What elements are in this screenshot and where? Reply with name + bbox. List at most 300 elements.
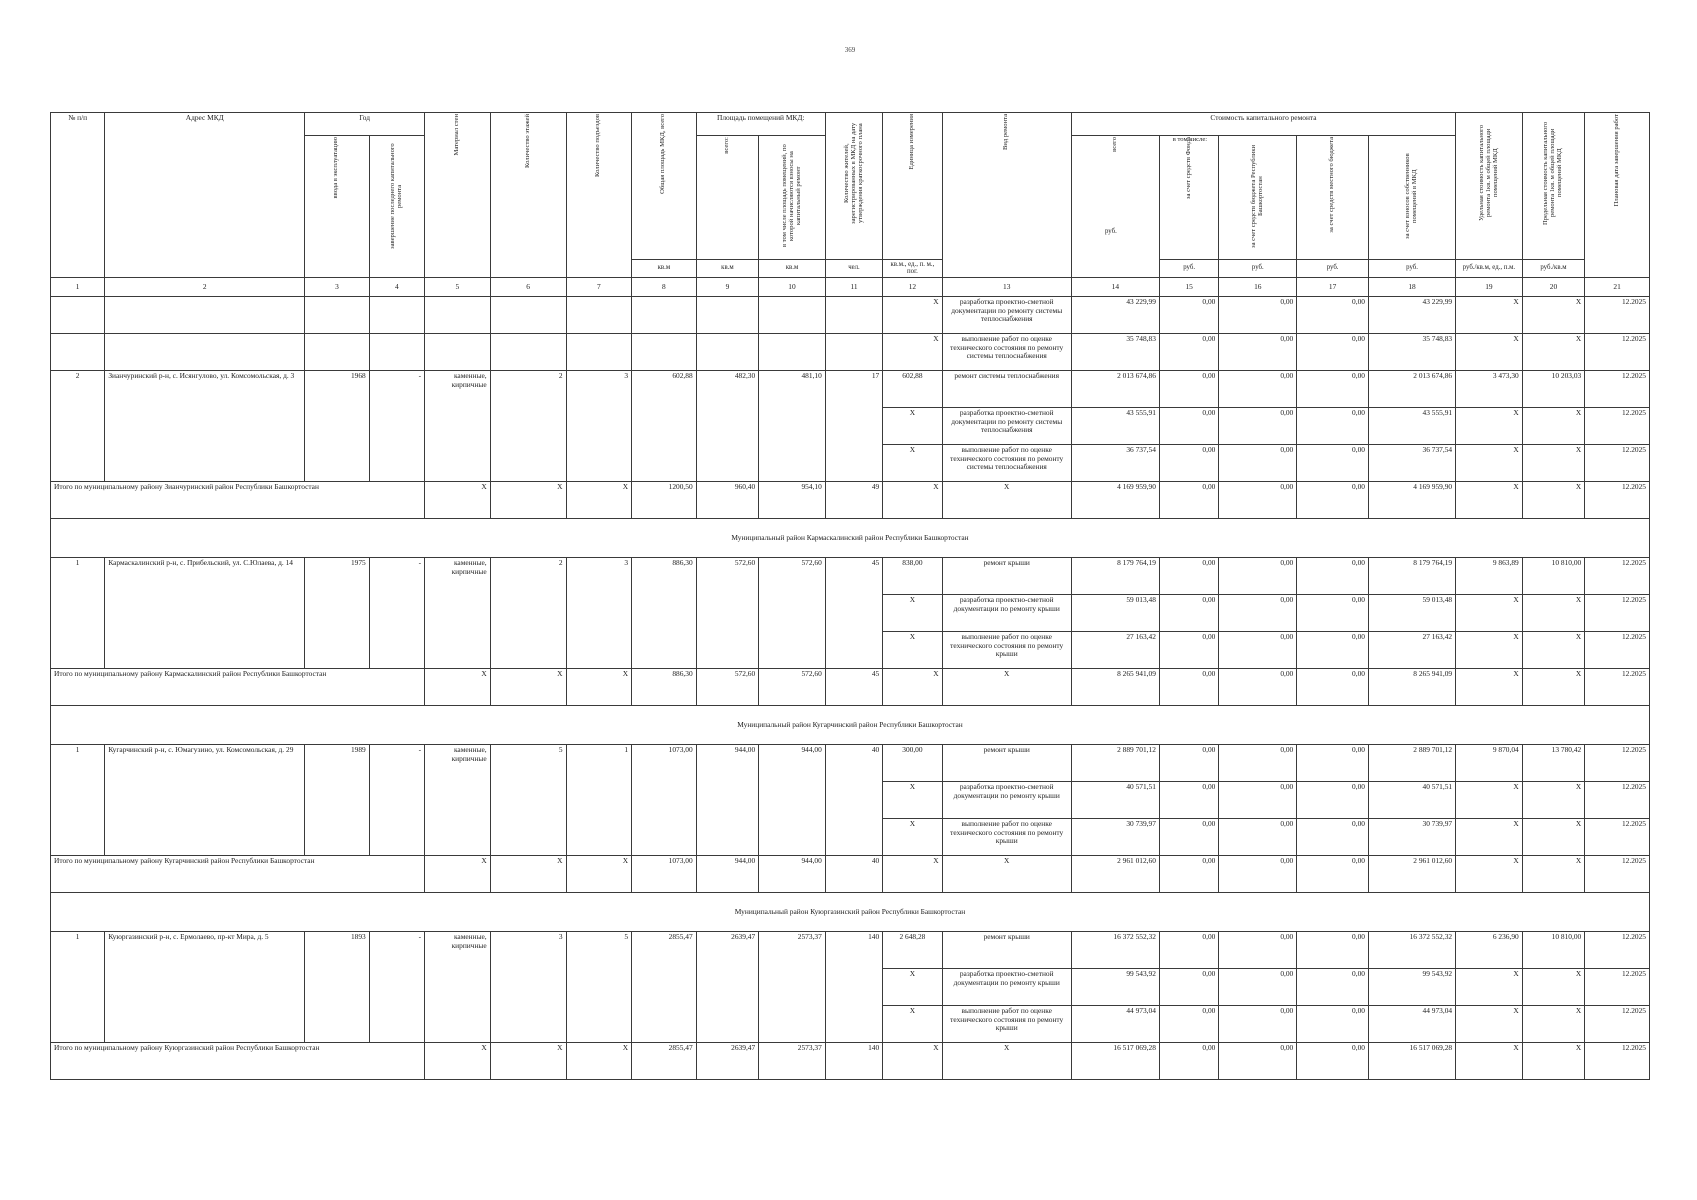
premises-total: 944,00 [696, 856, 759, 893]
repair-type: X [942, 482, 1071, 519]
header-entrances: Количество подъездов [566, 113, 632, 278]
column-number: 6 [490, 278, 566, 297]
year-last-repair: - [369, 558, 424, 669]
specific-cost: X [1456, 334, 1523, 371]
planned-date: 12.2025 [1585, 558, 1650, 595]
unit-area9: кв.м [696, 259, 759, 278]
cost-fund: 0,00 [1159, 371, 1218, 408]
residents: 40 [825, 856, 882, 893]
wall-material: X [425, 1043, 491, 1080]
unit-area10: кв.м [759, 259, 826, 278]
unit-value: X [883, 482, 942, 519]
cost-owners: 35 748,83 [1368, 334, 1455, 371]
unit-value: 838,00 [883, 558, 942, 595]
table-row [51, 932, 1650, 969]
house-address: Зианчуринский р-н, с. Исянгулово, ул. Комсомольская, д. 3 [105, 371, 305, 482]
header-cost-local: за счет средств местного бюджета [1297, 136, 1369, 260]
cost-total: 30 739,97 [1071, 819, 1159, 856]
empty-cell [632, 334, 697, 371]
header-cost-fund: в том числе: за счет средств Фонда [1159, 136, 1218, 260]
total-row [51, 1043, 1650, 1080]
unit-rub20: руб./кв.м [1522, 259, 1585, 278]
repair-type: ремонт крыши [942, 558, 1071, 595]
header-including: в том числе: [1172, 136, 1208, 143]
house-address: Кармаскалинский р-н, с. Прибельский, ул. С.Юлаева, д. 14 [105, 558, 305, 669]
entrances: 1 [566, 745, 632, 856]
unit-value: X [883, 595, 942, 632]
empty-cell [425, 297, 491, 334]
max-cost: X [1522, 969, 1585, 1006]
total-label: Итого по муниципальному району Зианчуринский район Республики Башкортостан [51, 482, 425, 519]
cost-republic: 0,00 [1219, 932, 1297, 969]
repair-type: X [942, 856, 1071, 893]
cost-owners: 8 179 764,19 [1368, 558, 1455, 595]
planned-date: 12.2025 [1585, 371, 1650, 408]
unit-rub19: руб./кв.м, ед., п.м. [1456, 259, 1523, 278]
unit-value: 2 648,28 [883, 932, 942, 969]
max-cost: X [1522, 819, 1585, 856]
premises-total: 572,60 [696, 669, 759, 706]
planned-date: 12.2025 [1585, 334, 1650, 371]
cost-fund: 0,00 [1159, 969, 1218, 1006]
cost-total: 36 737,54 [1071, 445, 1159, 482]
cost-local: 0,00 [1297, 408, 1369, 445]
cost-total: 8 265 941,09 [1071, 669, 1159, 706]
cost-republic: 0,00 [1219, 1043, 1297, 1080]
specific-cost: X [1456, 297, 1523, 334]
table-row [51, 745, 1650, 782]
specific-cost: 6 236,90 [1456, 932, 1523, 969]
floors: X [490, 482, 566, 519]
specific-cost: X [1456, 632, 1523, 669]
unit-value: X [883, 297, 942, 334]
wall-material: каменные, кирпичные [425, 558, 491, 669]
floors: 2 [490, 371, 566, 482]
cost-republic: 0,00 [1219, 595, 1297, 632]
entrances: X [566, 1043, 632, 1080]
unit-value: X [883, 969, 942, 1006]
repair-type: выполнение работ по оценке технического состояния по ремонту системы теплоснабжения [942, 445, 1071, 482]
header-max-cost: Предельная стоимость капитального ремонта 1кв. м общей площади помещений МКД [1522, 113, 1585, 260]
cost-owners: 16 517 069,28 [1368, 1043, 1455, 1080]
specific-cost: X [1456, 819, 1523, 856]
cost-total: 16 372 552,32 [1071, 932, 1159, 969]
house-number: 1 [51, 932, 105, 1043]
wall-material: X [425, 669, 491, 706]
entrances: X [566, 482, 632, 519]
empty-cell [369, 334, 424, 371]
header-cost-total: всего [1071, 136, 1159, 278]
repair-type: разработка проектно-сметной документации по ремонту крыши [942, 782, 1071, 819]
unit-rub15: руб. [1159, 259, 1218, 278]
empty-cell [425, 334, 491, 371]
planned-date: 12.2025 [1585, 1043, 1650, 1080]
floors: X [490, 669, 566, 706]
total-row [51, 856, 1650, 893]
specific-cost: X [1456, 445, 1523, 482]
unit-value: X [883, 1006, 942, 1043]
unit-rub18: руб. [1368, 259, 1455, 278]
entrances: 3 [566, 558, 632, 669]
entrances: 5 [566, 932, 632, 1043]
header-floors: Количество этажей [490, 113, 566, 278]
header-premises-total: всего: [696, 136, 759, 260]
unit-value: 300,00 [883, 745, 942, 782]
column-number: 17 [1297, 278, 1369, 297]
entrances: X [566, 856, 632, 893]
planned-date: 12.2025 [1585, 297, 1650, 334]
cost-owners: 2 961 012,60 [1368, 856, 1455, 893]
cost-owners: 36 737,54 [1368, 445, 1455, 482]
cost-fund: 0,00 [1159, 782, 1218, 819]
section-title: Муниципальный район Куюргазинский район Республики Башкортостан [51, 893, 1650, 932]
house-number: 2 [51, 371, 105, 482]
residents: 45 [825, 669, 882, 706]
total-area: 1073,00 [632, 856, 697, 893]
unit-rub17: руб. [1297, 259, 1369, 278]
unit-rub16: руб. [1219, 259, 1297, 278]
total-area: 1200,50 [632, 482, 697, 519]
cost-local: 0,00 [1297, 819, 1369, 856]
cost-owners: 2 889 701,12 [1368, 745, 1455, 782]
cost-fund: 0,00 [1159, 558, 1218, 595]
premises-total: 482,30 [696, 371, 759, 482]
residents: 140 [825, 1043, 882, 1080]
total-row [51, 669, 1650, 706]
cost-total: 35 748,83 [1071, 334, 1159, 371]
planned-date: 12.2025 [1585, 782, 1650, 819]
residents: 40 [825, 745, 882, 856]
unit-value: X [883, 408, 942, 445]
specific-cost: X [1456, 1043, 1523, 1080]
table-row [51, 558, 1650, 595]
planned-date: 12.2025 [1585, 745, 1650, 782]
column-number: 21 [1585, 278, 1650, 297]
empty-cell [105, 297, 305, 334]
total-label: Итого по муниципальному району Куюргазинский район Республики Башкортостан [51, 1043, 425, 1080]
specific-cost: X [1456, 856, 1523, 893]
residents: 45 [825, 558, 882, 669]
premises-part: 2573,37 [759, 1043, 826, 1080]
specific-cost: X [1456, 669, 1523, 706]
planned-date: 12.2025 [1585, 445, 1650, 482]
repair-type: разработка проектно-сметной документации по ремонту крыши [942, 969, 1071, 1006]
premises-part: 572,60 [759, 558, 826, 669]
cost-local: 0,00 [1297, 297, 1369, 334]
total-area: 886,30 [632, 669, 697, 706]
cost-total: 43 555,91 [1071, 408, 1159, 445]
header-year: Год [305, 113, 425, 136]
specific-cost: X [1456, 482, 1523, 519]
floors: X [490, 1043, 566, 1080]
cost-total: 8 179 764,19 [1071, 558, 1159, 595]
total-area: 1073,00 [632, 745, 697, 856]
header-no: № п/п [51, 113, 105, 278]
cost-total: 44 973,04 [1071, 1006, 1159, 1043]
empty-cell [825, 297, 882, 334]
cost-owners: 8 265 941,09 [1368, 669, 1455, 706]
cost-fund: 0,00 [1159, 297, 1218, 334]
cost-fund: 0,00 [1159, 745, 1218, 782]
column-number: 7 [566, 278, 632, 297]
year-last-repair: - [369, 371, 424, 482]
cost-republic: 0,00 [1219, 371, 1297, 408]
cost-total: 27 163,42 [1071, 632, 1159, 669]
repair-type: выполнение работ по оценке технического состояния по ремонту системы теплоснабжения [942, 334, 1071, 371]
max-cost: X [1522, 1006, 1585, 1043]
residents: 17 [825, 371, 882, 482]
premises-part: 944,00 [759, 856, 826, 893]
specific-cost: X [1456, 782, 1523, 819]
house-number: 1 [51, 745, 105, 856]
premises-part: 954,10 [759, 482, 826, 519]
cost-republic: 0,00 [1219, 297, 1297, 334]
premises-total: 2639,47 [696, 932, 759, 1043]
cost-fund: 0,00 [1159, 1043, 1218, 1080]
header-address: Адрес МКД [105, 113, 305, 278]
cost-local: 0,00 [1297, 932, 1369, 969]
header-unit: Единица измерения [883, 113, 942, 260]
total-area: 886,30 [632, 558, 697, 669]
column-number: 8 [632, 278, 697, 297]
header-planned-date: Плановая дата завершения работ [1585, 113, 1650, 278]
repair-type: разработка проектно-сметной документации по ремонту крыши [942, 595, 1071, 632]
header-cost: Стоимость капитального ремонта [1071, 113, 1455, 136]
column-number: 14 [1071, 278, 1159, 297]
cost-owners: 4 169 959,90 [1368, 482, 1455, 519]
repair-type: выполнение работ по оценке технического состояния по ремонту крыши [942, 632, 1071, 669]
cost-owners: 43 229,99 [1368, 297, 1455, 334]
empty-cell [696, 297, 759, 334]
empty-cell [305, 334, 370, 371]
total-area: 602,88 [632, 371, 697, 482]
cost-local: 0,00 [1297, 445, 1369, 482]
cost-fund: 0,00 [1159, 482, 1218, 519]
cost-local: 0,00 [1297, 632, 1369, 669]
cost-republic: 0,00 [1219, 819, 1297, 856]
total-row [51, 482, 1650, 519]
header-premises-part: в том числе площадь помещений, по которой начисляются взносы на капитальный ремонт [759, 136, 826, 260]
premises-part: 944,00 [759, 745, 826, 856]
column-number: 16 [1219, 278, 1297, 297]
repair-type: выполнение работ по оценке технического состояния по ремонту крыши [942, 1006, 1071, 1043]
total-area: 2855,47 [632, 932, 697, 1043]
specific-cost: X [1456, 408, 1523, 445]
premises-part: 481,10 [759, 371, 826, 482]
year-last-repair: - [369, 745, 424, 856]
repair-type: X [942, 1043, 1071, 1080]
header-wall-material: Материал стен [425, 113, 491, 278]
repair-type: выполнение работ по оценке технического состояния по ремонту крыши [942, 819, 1071, 856]
unit-meas: кв.м., ед., п. м., пог. [883, 259, 942, 278]
column-number: 9 [696, 278, 759, 297]
empty-cell [305, 297, 370, 334]
wall-material: X [425, 482, 491, 519]
year-last-repair: - [369, 932, 424, 1043]
repair-type: ремонт крыши [942, 745, 1071, 782]
unit-value: X [883, 632, 942, 669]
cost-fund: 0,00 [1159, 334, 1218, 371]
repair-plan-table [50, 112, 1650, 1080]
cost-fund: 0,00 [1159, 819, 1218, 856]
cost-owners: 40 571,51 [1368, 782, 1455, 819]
cost-local: 0,00 [1297, 669, 1369, 706]
header-cost-republic: за счет средств бюджета Республики Башкортостан [1219, 136, 1297, 260]
header-total-area: Общая площадь МКД, всего [632, 113, 697, 260]
cost-republic: 0,00 [1219, 445, 1297, 482]
premises-total: 944,00 [696, 745, 759, 856]
wall-material: каменные, кирпичные [425, 745, 491, 856]
unit-people: чел. [825, 259, 882, 278]
empty-cell [696, 334, 759, 371]
year-commission: 1989 [305, 745, 370, 856]
repair-type: ремонт системы теплоснабжения [942, 371, 1071, 408]
specific-cost: 9 870,04 [1456, 745, 1523, 782]
specific-cost: X [1456, 969, 1523, 1006]
floors: 5 [490, 745, 566, 856]
empty-cell [759, 297, 826, 334]
section-title: Муниципальный район Кармаскалинский район Республики Башкортостан [51, 519, 1650, 558]
cost-local: 0,00 [1297, 482, 1369, 519]
cost-republic: 0,00 [1219, 745, 1297, 782]
cost-total: 43 229,99 [1071, 297, 1159, 334]
cost-republic: 0,00 [1219, 856, 1297, 893]
empty-cell [566, 334, 632, 371]
page-number: 369 [844, 46, 856, 54]
column-number: 20 [1522, 278, 1585, 297]
cost-republic: 0,00 [1219, 782, 1297, 819]
empty-cell [51, 334, 105, 371]
residents: 140 [825, 932, 882, 1043]
cost-local: 0,00 [1297, 558, 1369, 595]
repair-type: ремонт крыши [942, 932, 1071, 969]
planned-date: 12.2025 [1585, 669, 1650, 706]
max-cost: X [1522, 595, 1585, 632]
cost-owners: 16 372 552,32 [1368, 932, 1455, 969]
specific-cost: X [1456, 1006, 1523, 1043]
max-cost: X [1522, 297, 1585, 334]
header-repair-type: Вид ремонта [942, 113, 1071, 278]
wall-material: X [425, 856, 491, 893]
header-year-commission: ввода в эксплуатацию [305, 136, 370, 278]
floors: 3 [490, 932, 566, 1043]
empty-cell [369, 297, 424, 334]
cost-local: 0,00 [1297, 1043, 1369, 1080]
cost-total: 16 517 069,28 [1071, 1043, 1159, 1080]
cost-total: 2 889 701,12 [1071, 745, 1159, 782]
max-cost: X [1522, 408, 1585, 445]
max-cost: 10 203,03 [1522, 371, 1585, 408]
unit-value: X [883, 1043, 942, 1080]
max-cost: X [1522, 632, 1585, 669]
residents: 49 [825, 482, 882, 519]
planned-date: 12.2025 [1585, 856, 1650, 893]
cost-fund: 0,00 [1159, 445, 1218, 482]
empty-cell [51, 297, 105, 334]
repair-type: разработка проектно-сметной документации по ремонту системы теплоснабжения [942, 408, 1071, 445]
specific-cost: 9 863,89 [1456, 558, 1523, 595]
cost-local: 0,00 [1297, 856, 1369, 893]
cost-republic: 0,00 [1219, 669, 1297, 706]
cost-owners: 59 013,48 [1368, 595, 1455, 632]
cost-local: 0,00 [1297, 595, 1369, 632]
house-number: 1 [51, 558, 105, 669]
cost-owners: 2 013 674,86 [1368, 371, 1455, 408]
premises-total: 960,40 [696, 482, 759, 519]
cost-local: 0,00 [1297, 745, 1369, 782]
cost-fund: 0,00 [1159, 408, 1218, 445]
empty-cell [490, 334, 566, 371]
planned-date: 12.2025 [1585, 1006, 1650, 1043]
cost-fund: 0,00 [1159, 932, 1218, 969]
entrances: 3 [566, 371, 632, 482]
unit-value: X [883, 856, 942, 893]
planned-date: 12.2025 [1585, 595, 1650, 632]
cost-owners: 44 973,04 [1368, 1006, 1455, 1043]
empty-cell [632, 297, 697, 334]
year-commission: 1893 [305, 932, 370, 1043]
section-title: Муниципальный район Кугарчинский район Республики Башкортостан [51, 706, 1650, 745]
cost-local: 0,00 [1297, 371, 1369, 408]
table-row [51, 334, 1650, 371]
cost-fund: 0,00 [1159, 632, 1218, 669]
cost-total: 2 961 012,60 [1071, 856, 1159, 893]
unit-area8: кв.м [632, 259, 697, 278]
cost-owners: 99 543,92 [1368, 969, 1455, 1006]
cost-total: 4 169 959,90 [1071, 482, 1159, 519]
house-address: Куюргазинский р-н, с. Ермолаево, пр-кт Мира, д. 5 [105, 932, 305, 1043]
premises-part: 572,60 [759, 669, 826, 706]
unit-value: X [883, 669, 942, 706]
cost-local: 0,00 [1297, 969, 1369, 1006]
planned-date: 12.2025 [1585, 482, 1650, 519]
max-cost: 10 810,00 [1522, 932, 1585, 969]
planned-date: 12.2025 [1585, 819, 1650, 856]
empty-cell [759, 334, 826, 371]
wall-material: каменные, кирпичные [425, 932, 491, 1043]
year-commission: 1975 [305, 558, 370, 669]
unit-value: X [883, 334, 942, 371]
cost-local: 0,00 [1297, 1006, 1369, 1043]
unit-value: X [883, 782, 942, 819]
unit-value: 602,88 [883, 371, 942, 408]
cost-owners: 30 739,97 [1368, 819, 1455, 856]
repair-type: разработка проектно-сметной документации по ремонту системы теплоснабжения [942, 297, 1071, 334]
cost-total: 40 571,51 [1071, 782, 1159, 819]
specific-cost: 3 473,30 [1456, 371, 1523, 408]
cost-fund: 0,00 [1159, 595, 1218, 632]
column-number: 4 [369, 278, 424, 297]
column-number: 12 [883, 278, 942, 297]
header-residents: Количество жителей, зарегистрированных в МКД на дату утверждения краткосрочного плана [825, 113, 882, 260]
floors: X [490, 856, 566, 893]
cost-owners: 27 163,42 [1368, 632, 1455, 669]
cost-republic: 0,00 [1219, 969, 1297, 1006]
floors: 2 [490, 558, 566, 669]
cost-republic: 0,00 [1219, 334, 1297, 371]
empty-cell [490, 297, 566, 334]
unit-rub14: руб. [1105, 228, 1117, 235]
max-cost: X [1522, 445, 1585, 482]
header-specific-cost: Удельная стоимость капитального ремонта 1кв. м общей площади помещений МКД [1456, 113, 1523, 260]
repair-type: X [942, 669, 1071, 706]
planned-date: 12.2025 [1585, 632, 1650, 669]
wall-material: каменные, кирпичные [425, 371, 491, 482]
total-label: Итого по муниципальному району Кармаскалинский район Республики Башкортостан [51, 669, 425, 706]
cost-owners: 43 555,91 [1368, 408, 1455, 445]
cost-republic: 0,00 [1219, 408, 1297, 445]
house-address: Кугарчинский р-н, с. Юмагузино, ул. Комсомольская, д. 29 [105, 745, 305, 856]
